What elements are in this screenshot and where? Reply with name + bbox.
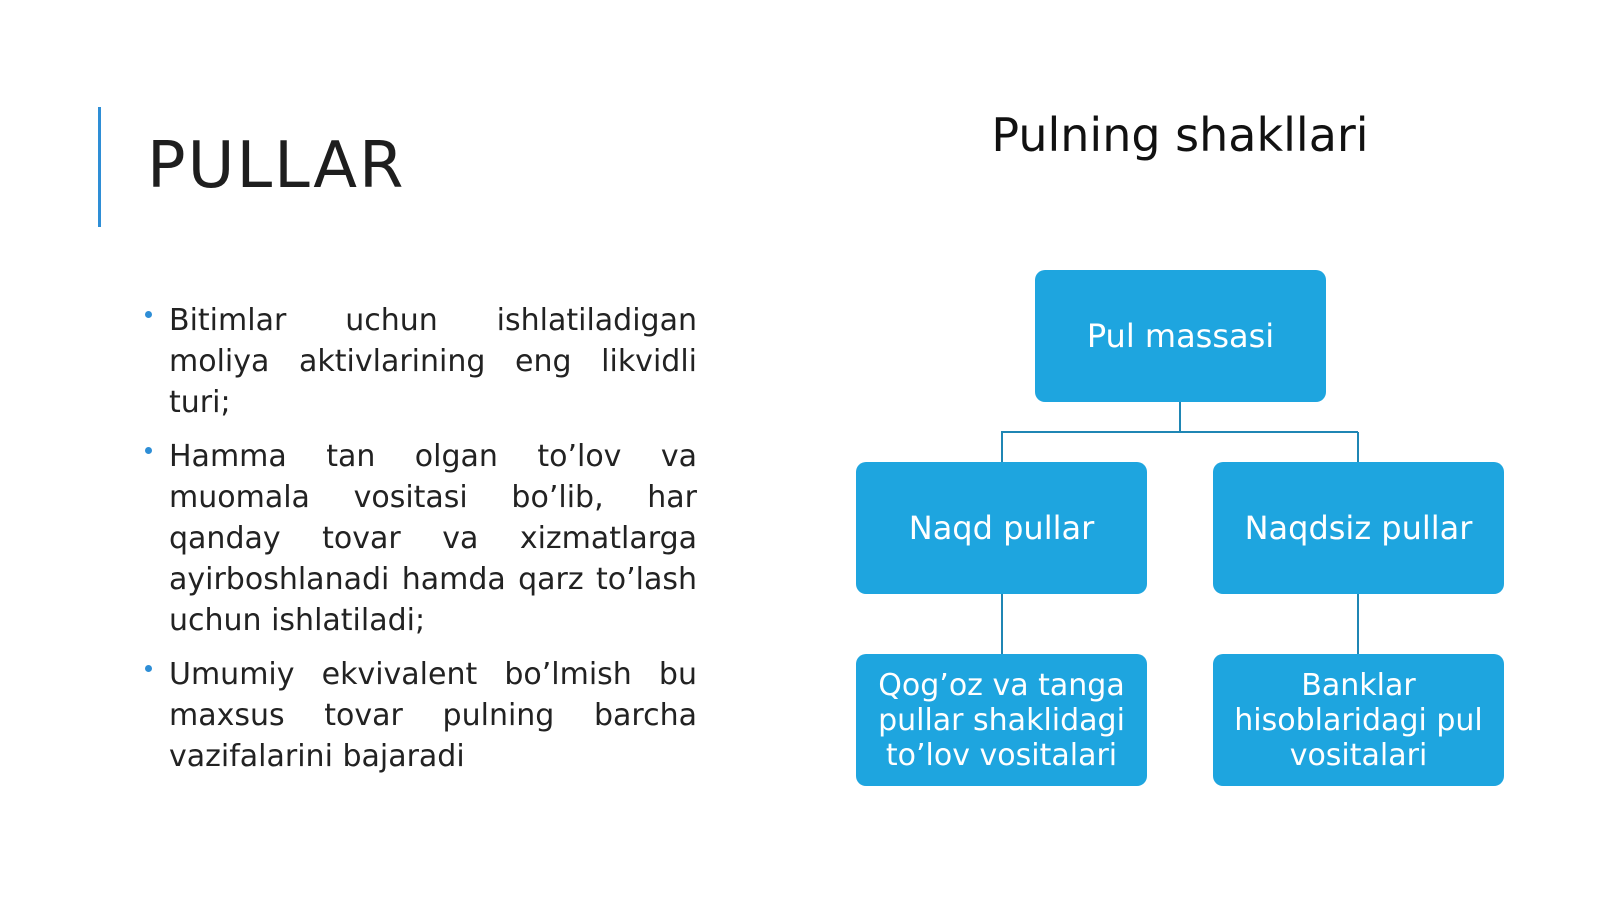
node-qogoz-tanga <box>856 654 1147 786</box>
node-naqd-pullar <box>856 462 1147 594</box>
node-pul-massasi <box>1035 270 1326 402</box>
node-naqdsiz-pullar <box>1213 462 1504 594</box>
bullet-text: Hamma tan olgan to’lov va muomala vositasi bo’lib, har qanday tovar va xizmatlarga ayirboshlanadi hamda qarz to’lash uchun ishlatiladi; <box>169 439 697 638</box>
bullet-text: Umumiy ekvivalent bo’lmish bu maxsus tovar pulning barcha vazifalarini bajaradi <box>169 657 697 774</box>
node-label: Qog’oz va tanga pullar shaklidagi to’lov vositalari <box>878 667 1125 773</box>
slide-title: PULLAR <box>147 129 406 203</box>
node-label: Banklar hisoblaridagi pul vositalari <box>1234 667 1483 773</box>
node-banklar <box>1213 654 1504 786</box>
bullet-text: Bitimlar uchun ishlatiladigan moliya aktivlarining eng likvidli turi; <box>169 303 697 420</box>
node-label: Naqdsiz pullar <box>1244 509 1473 547</box>
node-label: Naqd pullar <box>908 509 1095 547</box>
node-label: Pul massasi <box>1086 317 1275 355</box>
diagram-title: Pulning shakllari <box>991 108 1369 162</box>
